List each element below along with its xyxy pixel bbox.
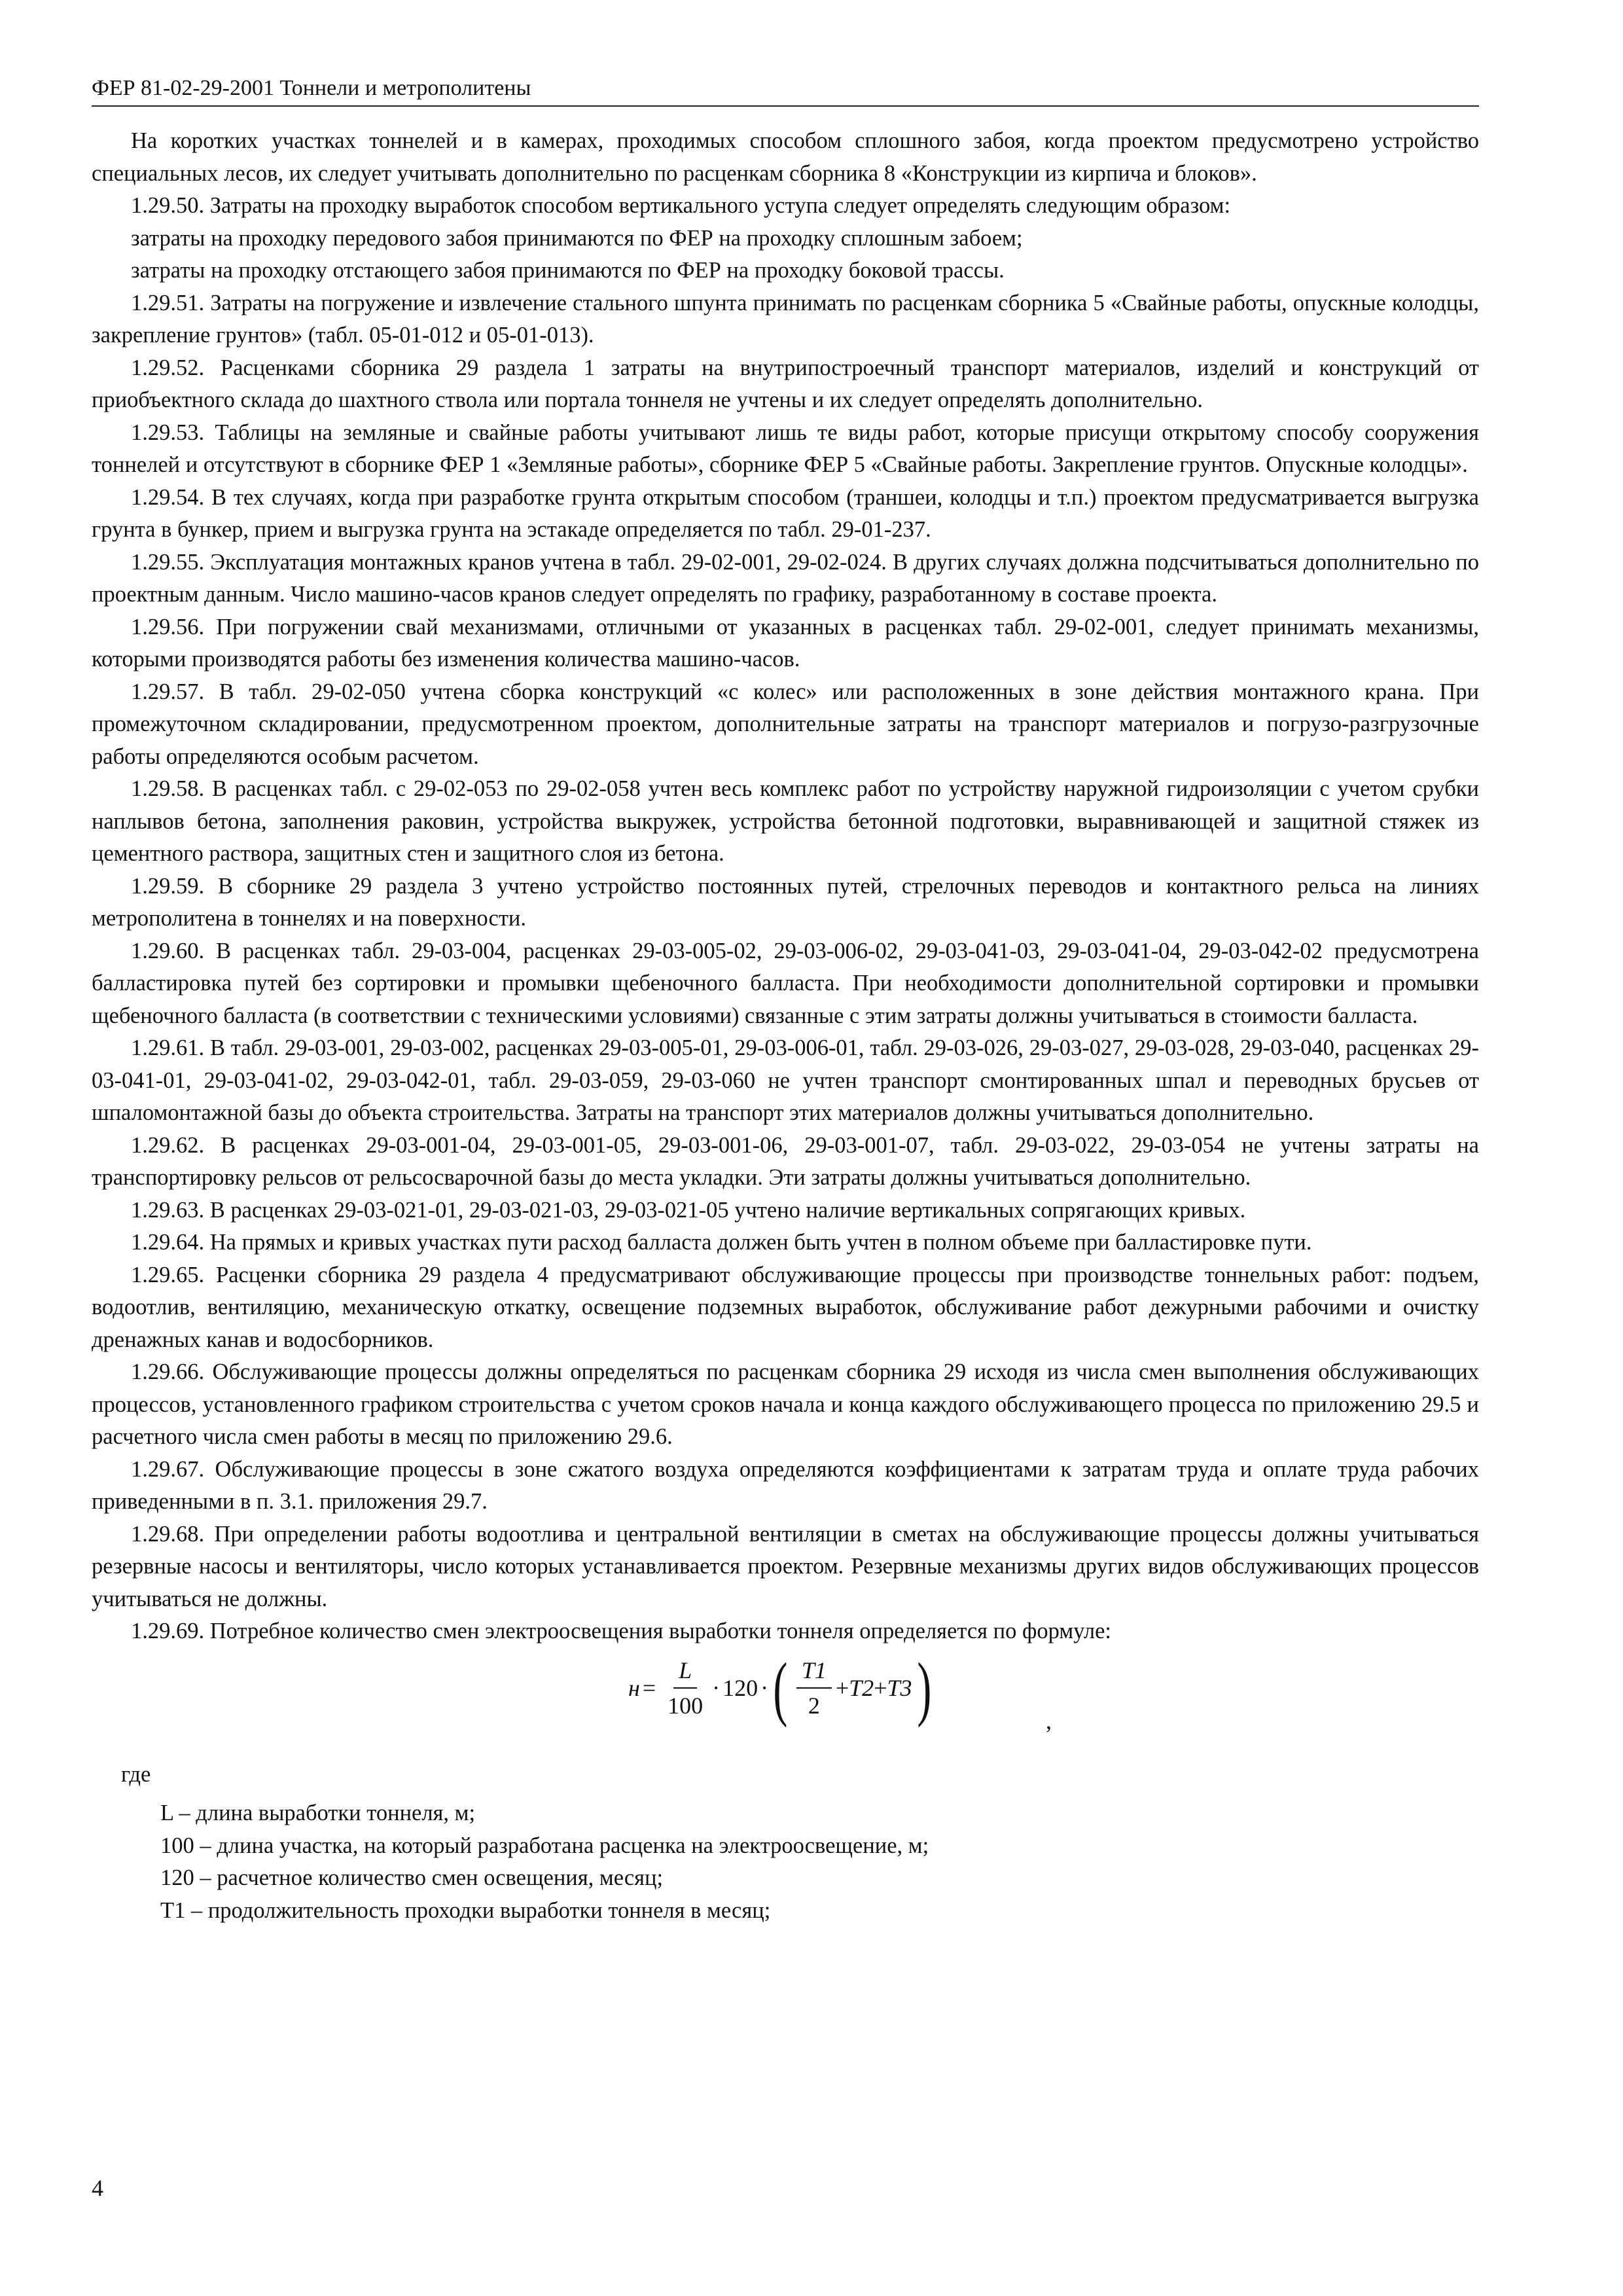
paragraph: затраты на проходку отстающего забоя принимаются по ФЕР на проходку боковой трассы. (131, 258, 1005, 283)
paragraph: 1.29.61. В табл. 29-03-001, 29-03-002, расценках 29-03-005-01, 29-03-006-01, табл. 29-03-026, 29-03-027, 29-03-028, 29-03-040, расценках 29-03-041-01, 29-03-041-02, 29-03-042-01, табл. 29-03-059, 29-03-060 не учтен транспорт смонтированных шпал и переводных брусьев от шпаломонтажной базы до объекта строительства. Затраты на транспорт этих материалов должны учитываться дополнительно. (92, 1035, 1479, 1125)
paragraph: затраты на проходку передового забоя принимаются по ФЕР на проходку сплошным забоем; (131, 225, 1023, 251)
formula-lhs: н (628, 1674, 640, 1701)
paragraph: 1.29.64. На прямых и кривых участках пути расход балласта должен быть учтен в полном объеме при балластировке пути. (131, 1230, 1312, 1255)
page-number: 4 (92, 2175, 103, 2201)
fraction-numerator: L (673, 1656, 697, 1689)
paragraph: 1.29.69. Потребное количество смен электроосвещения выработки тоннеля определяется по формуле: (131, 1619, 1112, 1643)
formula-equals: = (642, 1674, 656, 1701)
definition-item: 120 – расчетное количество смен освещения, месяц; (160, 1865, 664, 1890)
paragraph: 1.29.55. Эксплуатация монтажных кранов учтена в табл. 29-02-001, 29-02-024. В других случаях должна подсчитываться дополнительно по проектным данным. Число машино-часов кранов следует определять по графику, разработанному в составе проекта. (92, 549, 1479, 607)
paragraph: 1.29.60. В расценках табл. 29-03-004, расценках 29-03-005-02, 29-03-006-02, 29-03-041-03, 29-03-041-04, 29-03-042-02 предусмотрена балластировка путей без сортировки и промывки щебеночного балласта. При необходимости дополнительной сортировки и промывки щебеночного балласта (в соответствии с техническими условиями) связанные с этим затраты должны учитываться в стоимости балласта. (92, 938, 1479, 1028)
paragraph: 1.29.50. Затраты на проходку выработок способом вертикального уступа следует определять следующим образом: (131, 193, 1231, 218)
definition-item: L – длина выработки тоннеля, м; (160, 1801, 476, 1825)
formula-term-t2: T2 (849, 1674, 874, 1701)
fraction-denominator: 2 (808, 1692, 820, 1719)
paragraph: 1.29.58. В расценках табл. с 29-02-053 по 29-02-058 учтен весь комплекс работ по устройству наружной гидроизоляции с учетом срубки наплывов бетона, заполнения раковин, устройства выкружек, устройства бетонной подготовки, выравнивающей и защитной стяжек из цементного раствора, защитных стен и защитного слоя из бетона. (92, 776, 1479, 866)
formula-fraction-length (662, 1656, 708, 1720)
paragraph: На коротких участках тоннелей и в камерах, проходимых способом сплошного забоя, когда проектом предусмотрено устройство специальных лесов, их следует учитывать дополнительно по расценкам сборника 8 «Конструкции из кирпича и блоков». (92, 128, 1479, 186)
left-paren: ( (773, 1647, 788, 1728)
formula-term-t3: T3 (887, 1674, 912, 1701)
plus-sign: + (874, 1674, 887, 1701)
paragraph: 1.29.57. В табл. 29-02-050 учтена сборка конструкций «с колес» или расположенных в зоне действия монтажного крана. При промежуточном складировании, предусмотренном проектом, дополнительные затраты на транспорт материалов и погрузо-разгрузочные работы определяются особым расчетом. (92, 679, 1479, 769)
paragraph: 1.29.59. В сборнике 29 раздела 3 учтено устройство постоянных путей, стрелочных переводов и контактного рельса на линиях метрополитена в тоннелях и на поверхности. (92, 873, 1479, 931)
paragraph: 1.29.68. При определении работы водоотлива и центральной вентиляции в сметах на обслуживающие процессы должны учитываться резервные насосы и вентиляторы, число которых устанавливается проектом. Резервные механизмы других видов обслуживающих процессов учитываться не должны. (92, 1521, 1479, 1611)
fraction-numerator: T1 (796, 1656, 832, 1689)
paragraph: 1.29.54. В тех случаях, когда при разработке грунта открытым способом (траншеи, колодцы и т.п.) проектом предусматривается выгрузка грунта в бункер, прием и выгрузка грунта на эстакаде определяется по табл. 29-01-237. (92, 484, 1479, 542)
paragraph: 1.29.51. Затраты на погружение и извлечение стального шпунта принимать по расценкам сборника 5 «Свайные работы, опускные колодцы, закрепление грунтов» (табл. 05-01-012 и 05-01-013). (92, 290, 1479, 348)
paragraph: 1.29.53. Таблицы на земляные и свайные работы учитывают лишь те виды работ, которые присущи открытому способу сооружения тоннелей и отсутствуют в сборнике ФЕР 1 «Земляные работы», сборнике ФЕР 5 «Свайные работы. Закрепление грунтов. Опускные колодцы». (92, 420, 1479, 477)
paragraph: 1.29.65. Расценки сборника 29 раздела 4 предусматривают обслуживающие процессы при производстве тоннельных работ: подъем, водоотлив, вентиляцию, механическую откатку, освещение подземных выработок, обслуживание работ дежурными рабочими и очистку дренажных канав и водосборников. (92, 1262, 1479, 1352)
paragraph: 1.29.62. В расценках 29-03-001-04, 29-03-001-05, 29-03-001-06, 29-03-001-07, табл. 29-03-022, 29-03-054 не учтены затраты на транспортировку рельсов от рельсосварочной базы до места укладки. Эти затраты должны учитываться дополнительно. (92, 1132, 1479, 1190)
fraction-denominator: 100 (668, 1692, 704, 1719)
multiply-dot: · (712, 1674, 721, 1701)
multiply-dot: · (760, 1674, 769, 1701)
paragraph: 1.29.56. При погружении свай механизмами, отличными от указанных в расценках табл. 29-02-001, следует принимать механизмы, которыми производятся работы без изменения количества машино-часов. (92, 614, 1479, 672)
where-label: где (121, 1761, 151, 1787)
formula-constant: 120 (722, 1674, 758, 1701)
document-page (92, 75, 1479, 2235)
right-paren: ) (916, 1647, 931, 1728)
paragraph: 1.29.67. Обслуживающие процессы в зоне сжатого воздуха определяются коэффициентами к затратам труда и оплате труда рабочих приведенными в п. 3.1. приложения 29.7. (92, 1456, 1479, 1514)
shift-count-formula (92, 1648, 1479, 1743)
variable-definitions (160, 1797, 1479, 1927)
document-body (92, 125, 1479, 1648)
definition-item: T1 – продолжительность проходки выработки тоннеля в месяц; (160, 1897, 771, 1923)
definition-item: 100 – длина участка, на который разработана расценка на электроосвещение, м; (160, 1833, 929, 1858)
paragraph: 1.29.63. В расценках 29-03-021-01, 29-03-021-03, 29-03-021-05 учтено наличие вертикальных сопрягающих кривых. (131, 1197, 1246, 1223)
formula-fraction-t1 (796, 1656, 832, 1720)
paragraph: 1.29.66. Обслуживающие процессы должны определяться по расценкам сборника 29 исходя из числа смен выполнения обслуживающих процессов, установленного графиком строительства с учетом сроков начала и конца каждого обслуживающего процесса по приложению 29.5 и расчетного числа смен работы в месяц по приложению 29.6. (92, 1359, 1479, 1449)
formula-comma: , (1046, 1707, 1052, 1734)
running-header: ФЕР 81-02-29-2001 Тоннели и метрополитены (92, 75, 1479, 107)
paragraph: 1.29.52. Расценками сборника 29 раздела 1 затраты на внутрипостроечный транспорт материалов, изделий и конструкций от приобъектного склада до шахтного ствола или портала тоннеля не учтены и их следует определять дополнительно. (92, 355, 1479, 412)
plus-sign: + (835, 1674, 849, 1701)
